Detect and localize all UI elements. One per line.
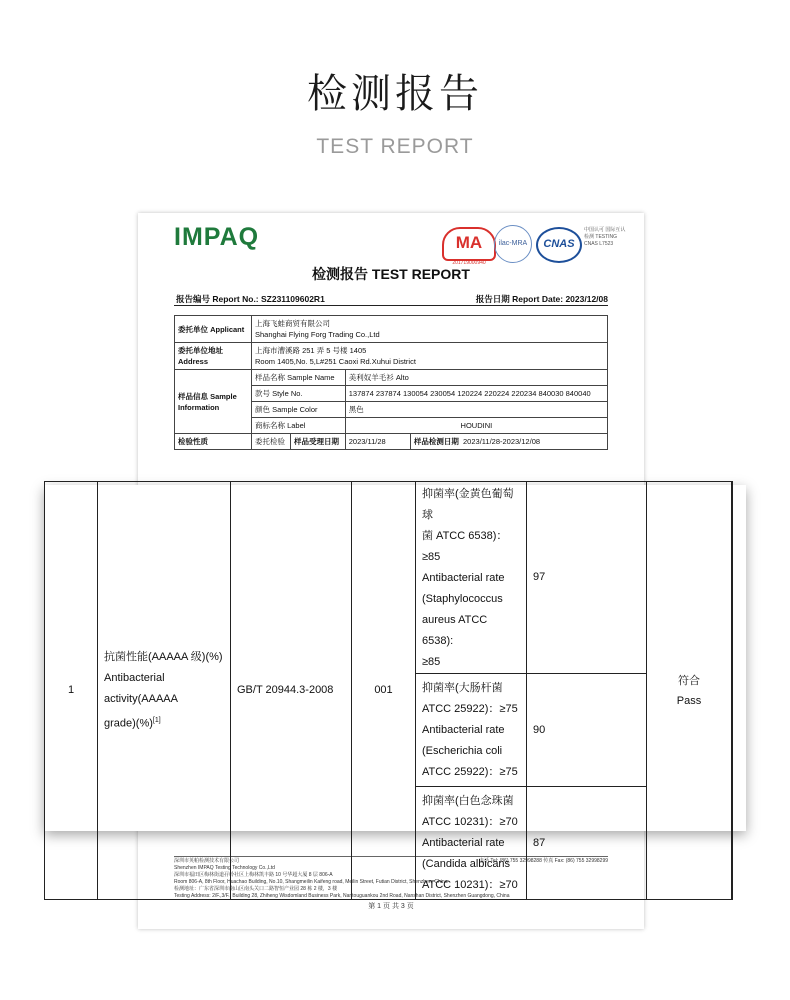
- cma-seal-icon: MA: [442, 227, 496, 261]
- page-title: 检测报告: [307, 71, 483, 117]
- style-value: 137874 237874 130054 230054 120224 220224 220234 840030 840040: [345, 386, 607, 402]
- style-label: 款号 Style No.: [252, 386, 346, 402]
- color-value: 黑色: [345, 402, 607, 418]
- test-date-cell: [410, 434, 607, 450]
- ilac-mra-icon: ilac-MRA: [494, 225, 532, 263]
- applicant-label: 委托单位 Applicant: [175, 316, 252, 343]
- footer-tel: 电话 Tel: (86) 755 32998288 传真 Fax: (86) 755 32998299: [479, 858, 608, 864]
- report-date: 报告日期 Report Date: 2023/12/08: [475, 294, 608, 304]
- test-method: GB/T 20944.3-2008: [231, 482, 352, 900]
- result-3: 87: [527, 787, 647, 900]
- verdict: 符合 Pass: [647, 482, 732, 900]
- results-table: [44, 481, 733, 900]
- test-item: 抗菌性能(AAAAA 级)(%) Antibacterial activity(AAAAA grade)(%)[1]: [98, 482, 231, 900]
- table-edge: [732, 482, 733, 900]
- impaq-logo: IMPAQ: [174, 223, 260, 251]
- requirement-3: 抑菌率(白色念珠菌 ATCC 10231)：≥70 Antibacterial rate (Candida albicans ATCC 10231)：≥70: [416, 787, 527, 900]
- cma-number: 201719000940: [452, 260, 486, 266]
- test-date-label: 样品检测日期: [413, 437, 459, 446]
- page-number: 第 1 页 共 3 页: [368, 903, 414, 910]
- row-number: 1: [45, 482, 98, 900]
- report-title: 检测报告 TEST REPORT: [312, 266, 470, 282]
- page-subtitle: TEST REPORT: [316, 135, 474, 158]
- result-1: 97: [527, 482, 647, 674]
- applicant-value: 上海飞蛙商贸有限公司 Shanghai Flying Forg Trading Co.,Ltd: [252, 316, 608, 343]
- result-2: 90: [527, 674, 647, 787]
- cnas-caption: 中国认可 国际互认 检测 TESTING CNAS L7523: [584, 227, 626, 247]
- address-value: 上海市漕溪路 251 弄 5 号楼 1405 Room 1405,No. 5,L#251 Caoxi Rd.Xuhui District: [252, 343, 608, 370]
- test-nature-value: 委托检验: [252, 434, 291, 450]
- requirement-1: 抑菌率(金黄色葡萄球 菌 ATCC 6538)：≥85 Antibacterial rate (Staphylococcus aureus ATCC 6538): ≥85: [416, 482, 527, 674]
- receipt-date-value: 2023/11/28: [345, 434, 410, 450]
- sample-name-label: 样品名称 Sample Name: [252, 370, 346, 386]
- sample-name-value: 美利奴羊毛衫 Alto: [345, 370, 607, 386]
- test-nature-label: 检验性质: [175, 434, 252, 450]
- color-label: 颜色 Sample Color: [252, 402, 346, 418]
- sample-number: 001: [352, 482, 416, 900]
- report-footer: 深圳市英帕检测技术有限公司 Shenzhen IMPAQ Testing Technology Co.,Ltd 电话 Tel: (86) 755 32998288 传真 Fax: (86) 755 32998299 深圳市福田区梅林街道孖岭社区上梅林凯丰路 10 号华超大厦 8 层 806-A Room 806-A, 8th Floor, Huachao Building, No.10, Shangmeilin Kaifeng road, Meilin Street, Futian District, Shenzhen, China 检测地址：广东省深圳市南山区南头关口二路智恒产业园 28 栋 2 楼，3 楼 Testing Address: 2/F.,3/F., Building 28, Zhiheng Wisdomland Business Park, Nantouguankou 2nd Road, Nanshan District, Shenzhen Guangdong, China: [174, 858, 608, 899]
- cnas-icon: CNAS: [536, 227, 582, 263]
- report-number: 报告编号 Report No.: SZ231109602R1: [176, 294, 325, 304]
- divider: [174, 305, 608, 306]
- test-date-value: 2023/11/28-2023/12/08: [463, 437, 541, 446]
- receipt-date-label: 样品受理日期: [290, 434, 345, 450]
- requirement-2: 抑菌率(大肠杆菌 ATCC 25922)：≥75 Antibacterial rate (Escherichia coli ATCC 25922)：≥75: [416, 674, 527, 787]
- address-label: 委托单位地址 Address: [175, 343, 252, 370]
- brand-label: 商标名称 Label: [252, 418, 346, 434]
- brand-value: HOUDINI: [345, 418, 607, 434]
- sample-label: 样品信息 Sample Information: [175, 370, 252, 434]
- info-table: [174, 315, 608, 450]
